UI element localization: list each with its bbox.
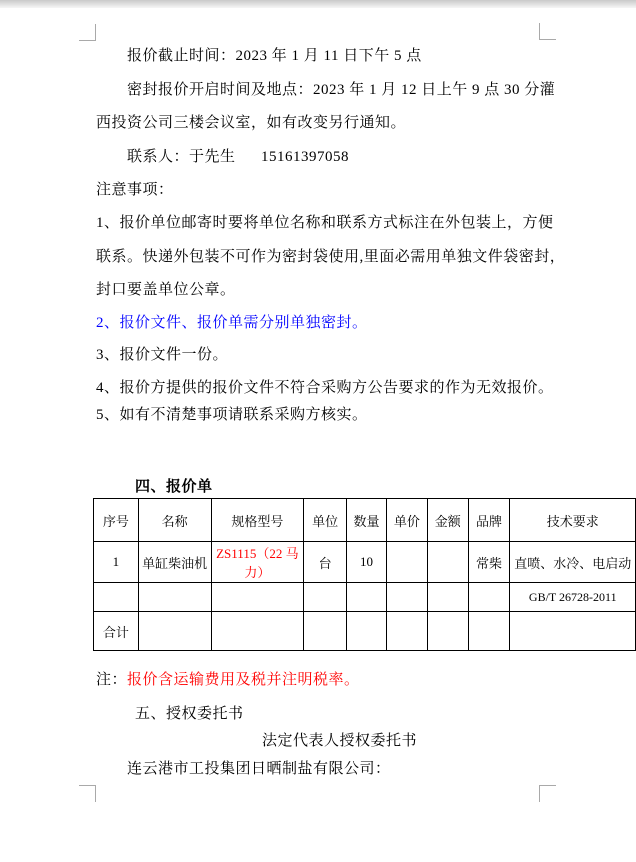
table-cell xyxy=(94,583,139,612)
table-cell-brand: 常柴 xyxy=(468,542,510,583)
table-header-cell: 金额 xyxy=(427,499,468,542)
table-cell xyxy=(211,583,304,612)
table-cell xyxy=(510,612,636,651)
table-header-row xyxy=(94,499,636,542)
table-row-item-1 xyxy=(94,542,636,583)
table-cell-qty: 10 xyxy=(347,542,387,583)
section-5-heading: 五、授权委托书 xyxy=(135,706,244,722)
table-header-cell: 品牌 xyxy=(468,499,510,542)
note-item-2: 2、报价文件、报价单需分别单独密封。 xyxy=(96,315,368,331)
company-salutation: 连云港市工投集团日晒制盐有限公司： xyxy=(127,761,391,777)
table-cell-unit: 台 xyxy=(304,542,347,583)
freight-note-line xyxy=(96,671,360,689)
note-item-1-line-3: 封口要盖单位公章。 xyxy=(96,282,236,298)
authorization-title: 法定代表人授权委托书 xyxy=(262,733,418,749)
table-cell xyxy=(347,612,387,651)
text-boundary-mark-top-right xyxy=(539,23,556,40)
table-cell-total-label: 合计 xyxy=(94,612,139,651)
text-boundary-mark-bottom-left xyxy=(79,785,96,802)
table-cell xyxy=(386,612,427,651)
opening-time-line-1: 密封报价开启时间及地点：2023 年 1 月 12 日上午 9 点 30 分灌 xyxy=(127,82,556,98)
deadline-line: 报价截止时间：2023 年 1 月 11 日下午 5 点 xyxy=(127,48,422,64)
table-cell xyxy=(138,612,211,651)
notes-heading: 注意事项： xyxy=(96,182,174,198)
table-cell xyxy=(427,583,468,612)
table-cell xyxy=(211,612,304,651)
table-cell xyxy=(468,612,510,651)
table-cell-standard: GB/T 26728-2011 xyxy=(510,583,636,612)
note-item-1-line-2: 联系。快递外包装不可作为密封袋使用,里面必需用单独文件袋密封， xyxy=(96,249,566,265)
table-header-cell: 单位 xyxy=(304,499,347,542)
table-cell xyxy=(386,583,427,612)
table-row-total xyxy=(94,612,636,651)
table-header-cell: 序号 xyxy=(94,499,139,542)
freight-note-red-text: 报价含运输费用及税并注明税率。 xyxy=(127,672,360,688)
table-row-standard xyxy=(94,583,636,612)
table-cell-amount xyxy=(427,542,468,583)
table-cell xyxy=(138,583,211,612)
table-cell xyxy=(427,612,468,651)
note-item-4: 4、报价方提供的报价文件不符合采购方公告要求的作为无效报价。 xyxy=(96,380,554,396)
note-item-3: 3、报价文件一份。 xyxy=(96,347,229,363)
table-cell-model: ZS1115（22 马力） xyxy=(211,542,304,583)
table-cell xyxy=(468,583,510,612)
contact-line: 联系人：于先生 15161397058 xyxy=(127,149,350,165)
table-cell xyxy=(304,583,347,612)
section-4-heading: 四、报价单 xyxy=(135,479,213,495)
table-cell-seq: 1 xyxy=(94,542,139,583)
table-cell-tech-req: 直喷、水冷、电启动 xyxy=(510,542,636,583)
quotation-table xyxy=(93,498,636,651)
table-header-cell: 数量 xyxy=(347,499,387,542)
table-header-cell: 名称 xyxy=(138,499,211,542)
table-cell-unit-price xyxy=(386,542,427,583)
table-cell xyxy=(347,583,387,612)
table-cell xyxy=(304,612,347,651)
note-item-1-line-1: 1、报价单位邮寄时要将单位名称和联系方式标注在外包装上，方便 xyxy=(96,215,554,231)
text-boundary-mark-bottom-right xyxy=(539,785,556,802)
note-item-5: 5、如有不清楚事项请联系采购方核实。 xyxy=(96,407,368,423)
table-header-cell: 单价 xyxy=(386,499,427,542)
table-header-cell: 规格型号 xyxy=(211,499,304,542)
page-top-edge-shadow xyxy=(0,0,636,8)
freight-note-prefix: 注： xyxy=(96,672,128,688)
opening-time-line-2: 西投资公司三楼会议室，如有改变另行通知。 xyxy=(96,115,407,131)
table-header-cell: 技术要求 xyxy=(510,499,636,542)
text-boundary-mark-top-left xyxy=(79,24,96,41)
table-cell-name: 单缸柴油机 xyxy=(138,542,211,583)
